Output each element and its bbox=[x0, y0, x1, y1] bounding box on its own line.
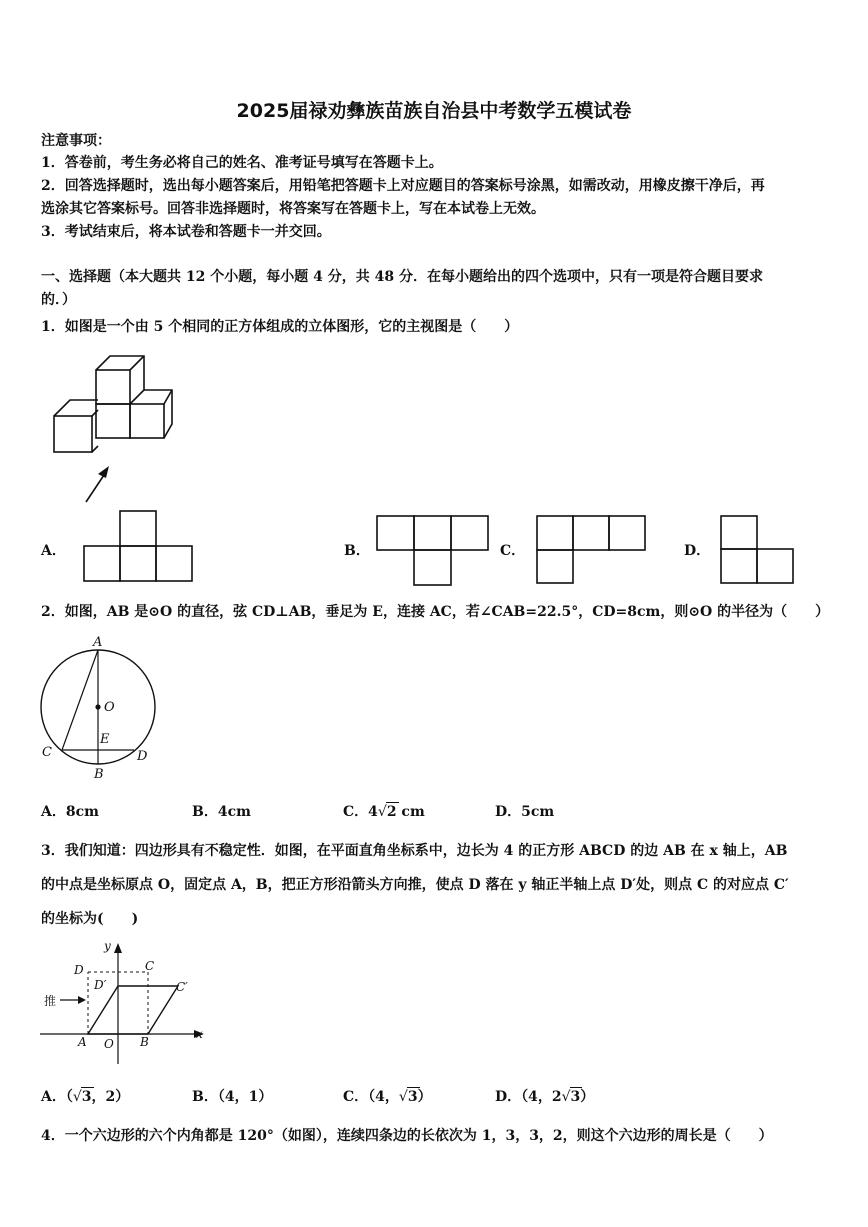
q3-option-b[interactable]: B．（4，1） bbox=[192, 1089, 273, 1105]
q2-point-e-label: E bbox=[100, 732, 110, 747]
q3-option-d[interactable]: D．（4，2√ 3） bbox=[495, 1086, 594, 1108]
q3-coordinate-figure bbox=[38, 938, 208, 1068]
question-4-stem: 4．一个六边形的六个内角都是 120°（如图），连续四条边的长依次为 1，3，3，2，则这个六边形的周长是（ ） bbox=[41, 1128, 773, 1144]
q2-point-a-label: A bbox=[93, 635, 103, 650]
q1-option-a-label[interactable]: A． bbox=[41, 543, 66, 559]
q3-option-c[interactable]: C．（4，√ 3） bbox=[343, 1086, 432, 1108]
notes-item: 选涂其它答案标号。回答非选择题时，将答案写在答题卡上，写在本试卷上无效。 bbox=[41, 201, 545, 217]
notes-item: 2．回答选择题时，选出每小题答案后，用铅笔把答题卡上对应题目的答案标号涂黑，如需改动，用橡皮擦干净后，再 bbox=[41, 178, 765, 194]
q3-point-d-label: D bbox=[74, 963, 84, 977]
notes-item: 3．考试结束后，将本试卷和答题卡一并交回。 bbox=[41, 224, 331, 240]
q2-point-d-label: D bbox=[137, 749, 148, 764]
q2-option-d[interactable]: D．5cm bbox=[495, 804, 555, 820]
sqrt-symbol: √ 3 bbox=[561, 1089, 581, 1105]
q1-option-b-figure bbox=[375, 514, 491, 588]
question-3-stem: 3．我们知道：四边形具有不稳定性．如图，在平面直角坐标系中，边长为 4 的正方形 ABCD 的边 AB 在 x 轴上，AB bbox=[41, 843, 788, 859]
sqrt-symbol: √ 3 bbox=[72, 1089, 92, 1105]
q1-option-c-label[interactable]: C． bbox=[500, 543, 526, 559]
sqrt-symbol: √ 3 bbox=[398, 1089, 418, 1105]
q3-x-axis-label: x bbox=[196, 1027, 203, 1041]
question-3-stem-cont: 的坐标为( ) bbox=[41, 911, 139, 927]
q1-cube-figure bbox=[40, 352, 180, 512]
q2-point-b-label: B bbox=[94, 767, 104, 782]
q2-option-b[interactable]: B．4cm bbox=[192, 804, 251, 820]
q2-option-a[interactable]: A．8cm bbox=[41, 804, 99, 820]
q1-option-b-label[interactable]: B． bbox=[344, 543, 370, 559]
q2-option-c[interactable]: C．4√ 2 cm bbox=[343, 801, 425, 823]
q3-option-a[interactable]: A．（√ 3，2） bbox=[41, 1086, 129, 1108]
section-heading: 一、选择题（本大题共 12 个小题，每小题 4 分，共 48 分．在每小题给出的四个选项中，只有一项是符合题目要求 bbox=[41, 269, 763, 285]
q3-point-cprime-label: C′ bbox=[176, 980, 188, 994]
q1-option-d-figure bbox=[719, 514, 797, 586]
q3-point-o-label: O bbox=[104, 1037, 114, 1051]
q3-point-dprime-label: D′ bbox=[94, 978, 107, 992]
q2-point-o-label: O bbox=[104, 700, 115, 715]
question-1-stem: 1．如图是一个由 5 个相同的正方体组成的立体图形，它的主视图是（ ） bbox=[41, 319, 519, 335]
q3-push-label: 推 bbox=[44, 994, 57, 1008]
q3-point-a-label: A bbox=[78, 1035, 87, 1049]
question-3-stem-cont: 的中点是坐标原点 O，固定点 A，B，把正方形沿箭头方向推，使点 D 落在 y 轴正半轴上点 D′处，则点 C 的对应点 C′ bbox=[41, 877, 789, 893]
page-title: 2025届禄劝彝族苗族自治县中考数学五模试卷 bbox=[236, 100, 632, 122]
q1-option-d-label[interactable]: D． bbox=[684, 543, 711, 559]
q1-option-a-figure bbox=[82, 509, 196, 583]
question-2-stem: 2．如图，AB 是⊙O 的直径，弦 CD⊥AB，垂足为 E，连接 AC，若∠CAB=22.5°，CD=8cm，则⊙O 的半径为（ ） bbox=[41, 604, 830, 620]
q2-circle-figure bbox=[36, 632, 160, 782]
q3-point-b-label: B bbox=[140, 1035, 149, 1049]
sqrt-symbol: √ 2 bbox=[377, 804, 397, 820]
notes-item: 1．答卷前，考生务必将自己的姓名、准考证号填写在答题卡上。 bbox=[41, 155, 443, 171]
q3-y-axis-label: y bbox=[104, 939, 111, 953]
q2-point-c-label: C bbox=[42, 745, 52, 760]
notes-heading: 注意事项： bbox=[41, 133, 111, 149]
section-heading-cont: 的．） bbox=[41, 292, 76, 308]
q3-point-c-label: C bbox=[145, 959, 155, 973]
q1-option-c-figure bbox=[535, 514, 649, 586]
